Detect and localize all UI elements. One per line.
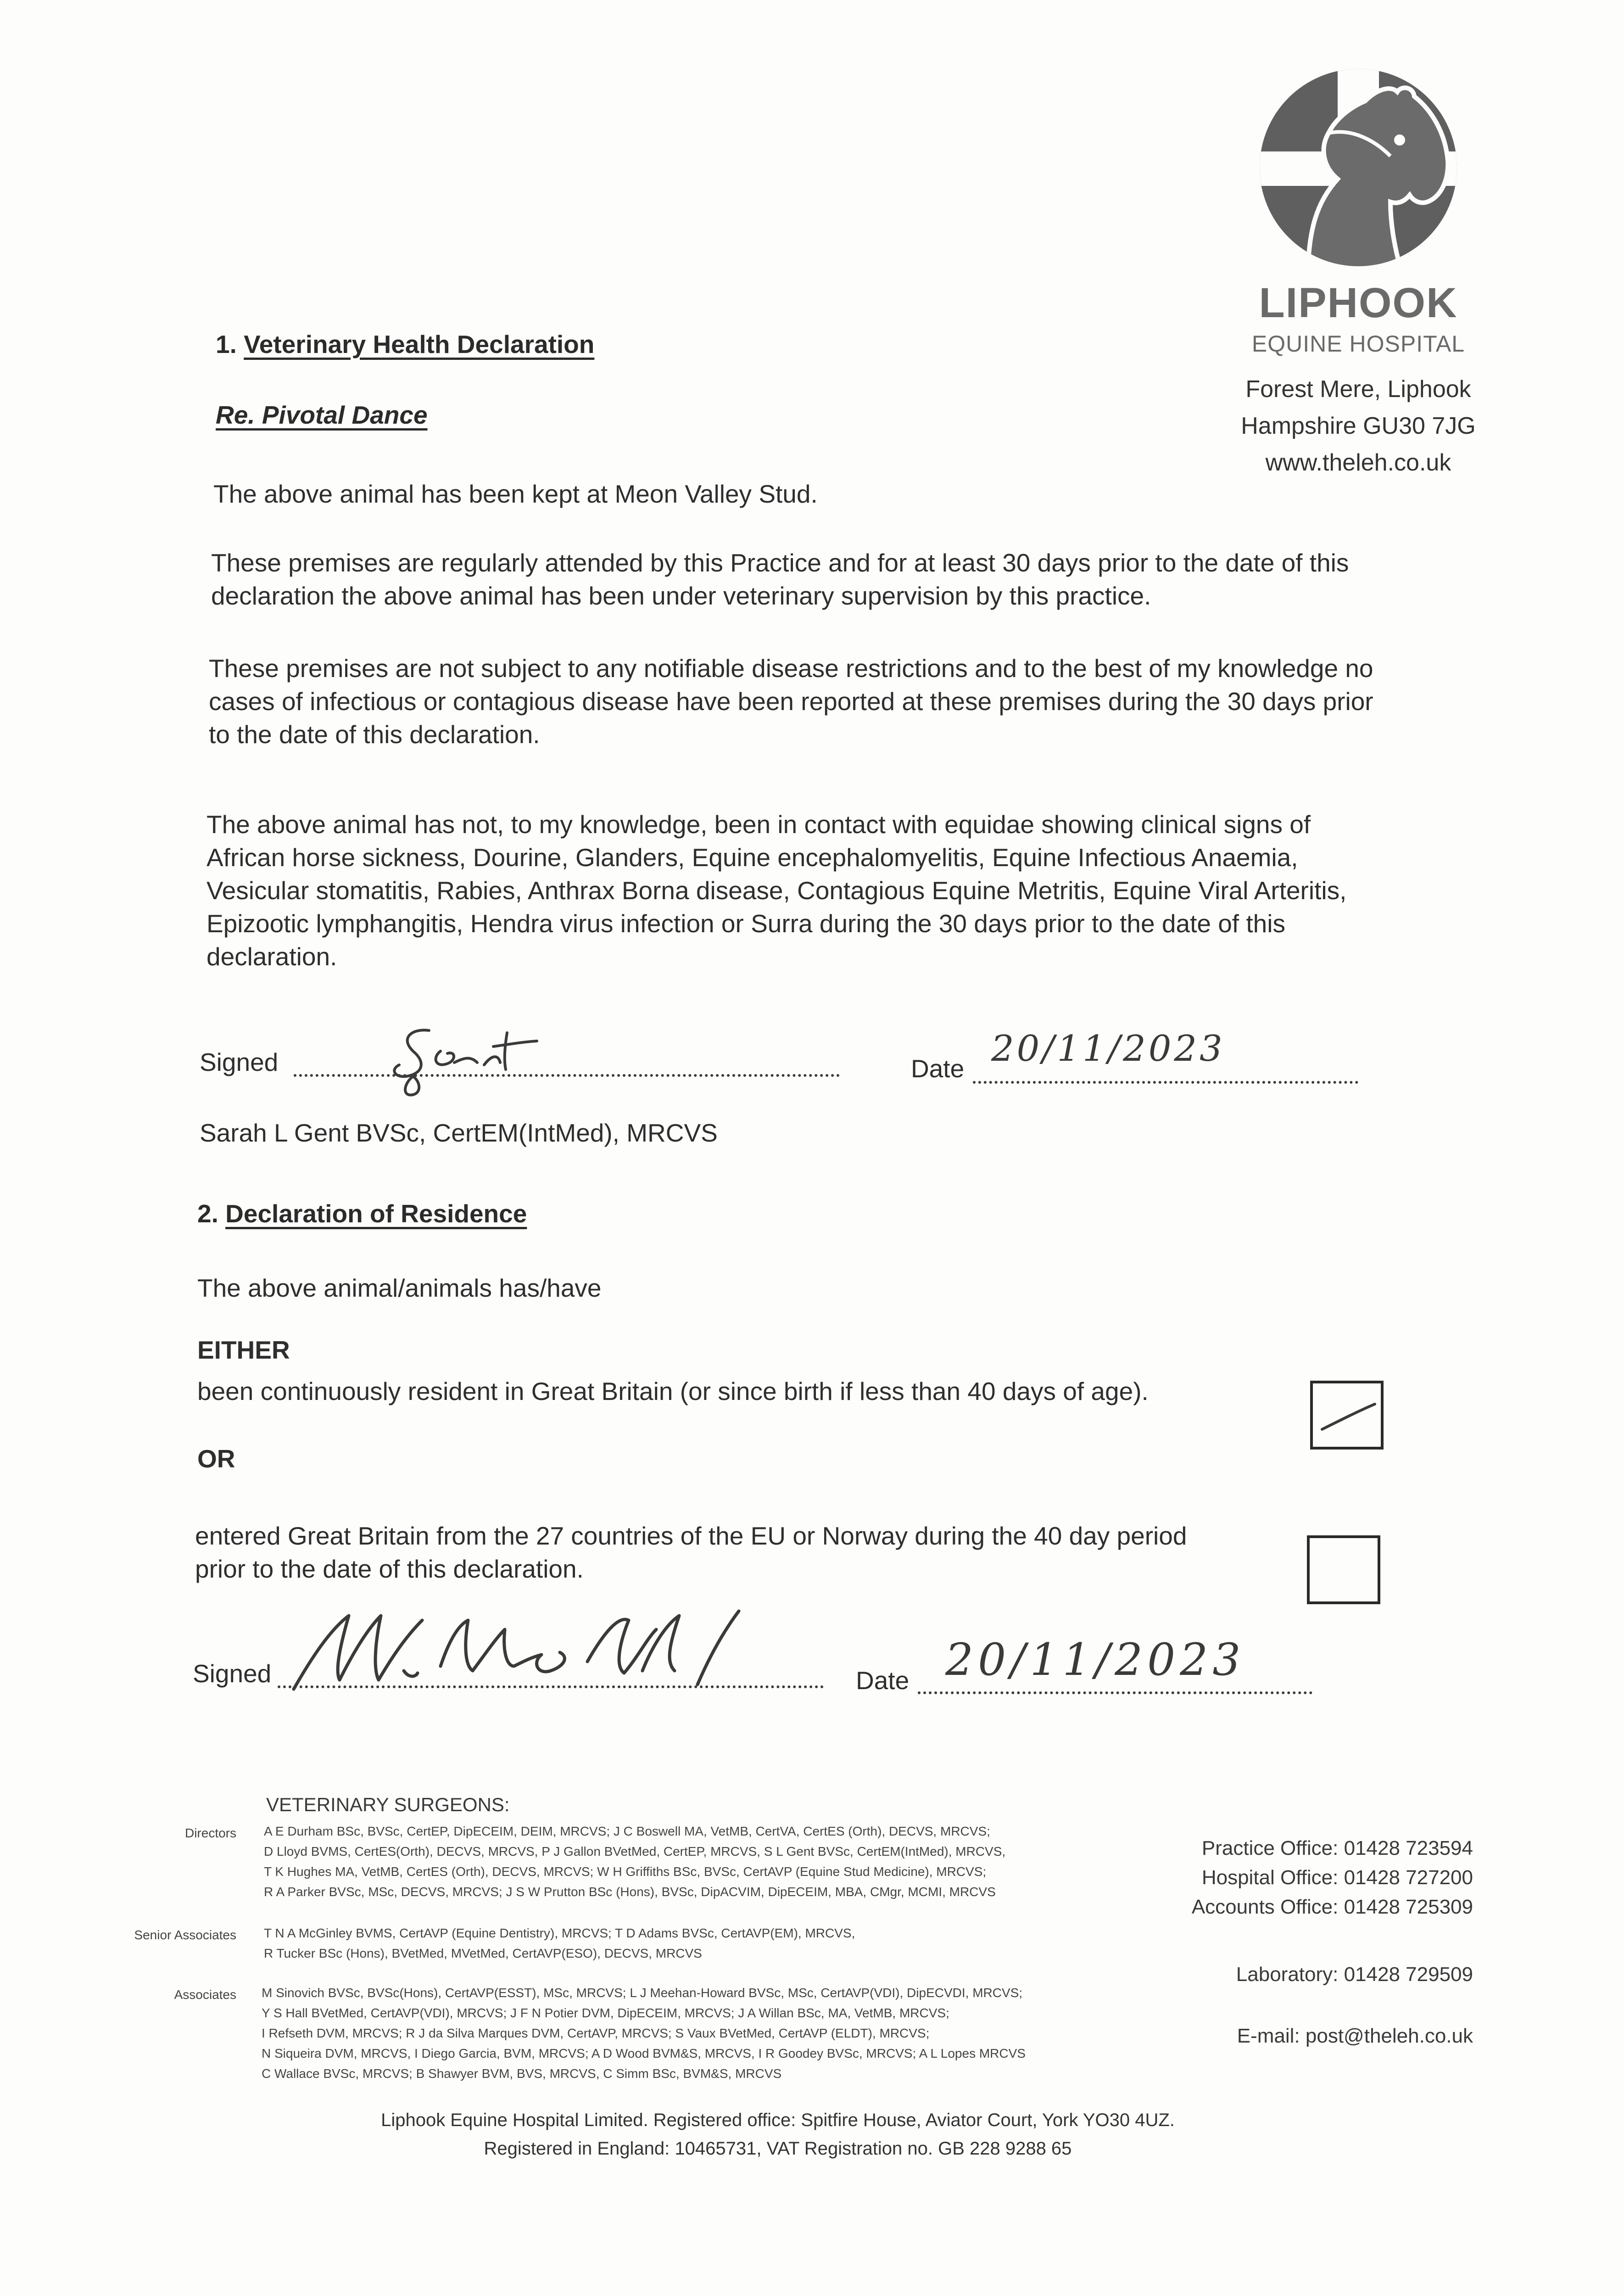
signatory-name: Sarah L Gent BVSc, CertEM(IntMed), MRCVS: [200, 1119, 718, 1147]
address-line: Hampshire GU30 7JG: [1241, 413, 1476, 439]
handwritten-signature: [385, 1019, 578, 1102]
either-label: EITHER: [197, 1336, 290, 1364]
date-label: Date: [911, 1054, 965, 1083]
section-number: 2.: [197, 1199, 218, 1228]
option1-text: been continuously resident in Great Britain (or since birth if less than 40 days of age).: [197, 1377, 1149, 1405]
phone-line: Accounts Office: 01428 725309: [1191, 1896, 1473, 1918]
hospital-logo: [1239, 64, 1478, 275]
website-link: www.theleh.co.uk: [1265, 449, 1451, 476]
date-line: [918, 1691, 1312, 1694]
list-item: R A Parker BVSc, MSc, DECVS, MRCVS; J S W Prutton BSc (Hons), BVSc, DipACVIM, DipECEIM, MBA, CMgr, MCMI, MRCVS: [264, 1885, 996, 1899]
email-address: E-mail: post@theleh.co.uk: [1237, 2025, 1473, 2047]
registration-info: [138, 2106, 1418, 2163]
senior-associates-list: [264, 1923, 1182, 1964]
checkmark-icon: [1313, 1383, 1381, 1447]
section2-heading: [197, 1199, 527, 1228]
associates-list: [262, 1983, 1202, 2084]
office-phone-numbers: [1101, 1834, 1473, 1922]
paragraph: The above animal has been kept at Meon Valley Stud.: [213, 480, 818, 508]
handwritten-date: 20/11/2023: [991, 1028, 1225, 1069]
handwritten-date: 20/11/2023: [945, 1634, 1245, 1685]
registered-office: Liphook Equine Hospital Limited. Registered office: Spitfire House, Aviator Court, York YO30 4UZ.: [381, 2110, 1175, 2130]
or-label: OR: [197, 1444, 235, 1473]
list-item: D Lloyd BVMS, CertES(Orth), DECVS, MRCVS, P J Gallon BVetMed, CertEP, MRCVS, S L Gent BVSc, CertEM(IntMed), MRCVS,: [264, 1844, 1006, 1858]
logo-subtitle: EQUINE HOSPITAL: [1251, 331, 1465, 357]
directors-list: [264, 1821, 1182, 1902]
phone-line: Hospital Office: 01428 727200: [1201, 1866, 1473, 1889]
date-line: [973, 1081, 1358, 1084]
list-item: I Refseth DVM, MRCVS; R J da Silva Marques DVM, CertAVP, MRCVS; S Vaux BVetMed, CertAVP (ELDT), MRCVS;: [262, 2026, 930, 2040]
hospital-address: [1175, 371, 1542, 481]
paragraph: These premises are not subject to any notifiable disease restrictions and to the best of my knowledge no cases of infectious or contagious disease have been reported at these premises during the 30 days prior to the date of this declaration.: [209, 654, 1373, 749]
list-item: A E Durham BSc, BVSc, CertEP, DipECEIM, DEIM, MRCVS; J C Boswell MA, VetMB, CertVA, CertES (Orth), DECVS, MRCVS;: [264, 1824, 990, 1838]
signed-label: Signed: [193, 1659, 272, 1688]
handwritten-signature: [285, 1602, 798, 1703]
laboratory-phone: Laboratory: 01428 729509: [1236, 1963, 1473, 1986]
senior-associates-label: Senior Associates: [134, 1928, 236, 1942]
residence-intro: The above animal/animals has/have: [197, 1274, 602, 1302]
date-label: Date: [856, 1666, 910, 1695]
paragraph: These premises are regularly attended by this Practice and for at least 30 days prior to the date of this declaration the above animal has been under veterinary supervision by this practice.: [211, 549, 1349, 610]
list-item: Y S Hall BVetMed, CertAVP(VDI), MRCVS; J F N Potier DVM, DipECEIM, MRCVS; J A Willan BSc, MA, VetMB, MRCVS;: [262, 2006, 949, 2020]
section1-heading: [216, 330, 594, 359]
surgeons-heading: VETERINARY SURGEONS:: [266, 1794, 510, 1815]
list-item: T N A McGinley BVMS, CertAVP (Equine Dentistry), MRCVS; T D Adams BVSc, CertAVP(EM), MRCVS,: [264, 1926, 855, 1940]
phone-line: Practice Office: 01428 723594: [1201, 1837, 1473, 1859]
directors-label: Directors: [184, 1826, 236, 1840]
option2-checkbox[interactable]: [1307, 1535, 1380, 1604]
section-title: Veterinary Health Declaration: [244, 330, 595, 358]
list-item: T K Hughes MA, VetMB, CertES (Orth), DECVS, MRCVS; W H Griffiths BSc, BVSc, CertAVP (Equine Stud Medicine), MRCVS;: [264, 1864, 987, 1879]
horse-head-logo-icon: [1239, 64, 1478, 275]
address-line: Forest Mere, Liphook: [1245, 376, 1471, 403]
registration-number: Registered in England: 10465731, VAT Registration no. GB 228 9288 65: [484, 2138, 1072, 2159]
list-item: N Siqueira DVM, MRCVS, I Diego Garcia, BVM, MRCVS; A D Wood BVM&S, MRCVS, I R Goodey BVSc, MRCVS; A L Lopes MRCVS: [262, 2046, 1026, 2060]
option2-text: entered Great Britain from the 27 countries of the EU or Norway during the 40 day period prior to the date of this declaration.: [195, 1522, 1187, 1583]
list-item: M Sinovich BVSc, BVSc(Hons), CertAVP(ESST), MSc, MRCVS; L J Meehan-Howard BVSc, MSc, CertAVP(VDI), DipECVDI, MRCVS;: [262, 1986, 1023, 2000]
signed-label: Signed: [200, 1048, 279, 1076]
animal-reference: Re. Pivotal Dance: [216, 401, 428, 429]
option1-checkbox[interactable]: [1310, 1381, 1384, 1450]
section-title: Declaration of Residence: [225, 1199, 527, 1228]
logo-brand-name: LIPHOOK: [1259, 280, 1458, 326]
list-item: C Wallace BVSc, MRCVS; B Shawyer BVM, BVS, MRCVS, C Simm BSc, BVM&S, MRCVS: [262, 2066, 782, 2081]
paragraph: The above animal has not, to my knowledge, been in contact with equidae showing clinical signs of African horse sickness, Dourine, Glanders, Equine encephalomyelitis, Equine Infectious Anaemia, Vesicular stomatitis, Rabies, Anthrax Borna disease, Contagious Equine Metritis, Equine Viral Arteritis, Epizootic lymphangitis, Hendra virus infection or Surra during the 30 days prior to the date of this declaration.: [206, 810, 1347, 971]
list-item: R Tucker BSc (Hons), BVetMed, MVetMed, CertAVP(ESO), DECVS, MRCVS: [264, 1946, 702, 1960]
section-number: 1.: [216, 330, 237, 358]
associates-label: Associates: [174, 1987, 236, 2002]
